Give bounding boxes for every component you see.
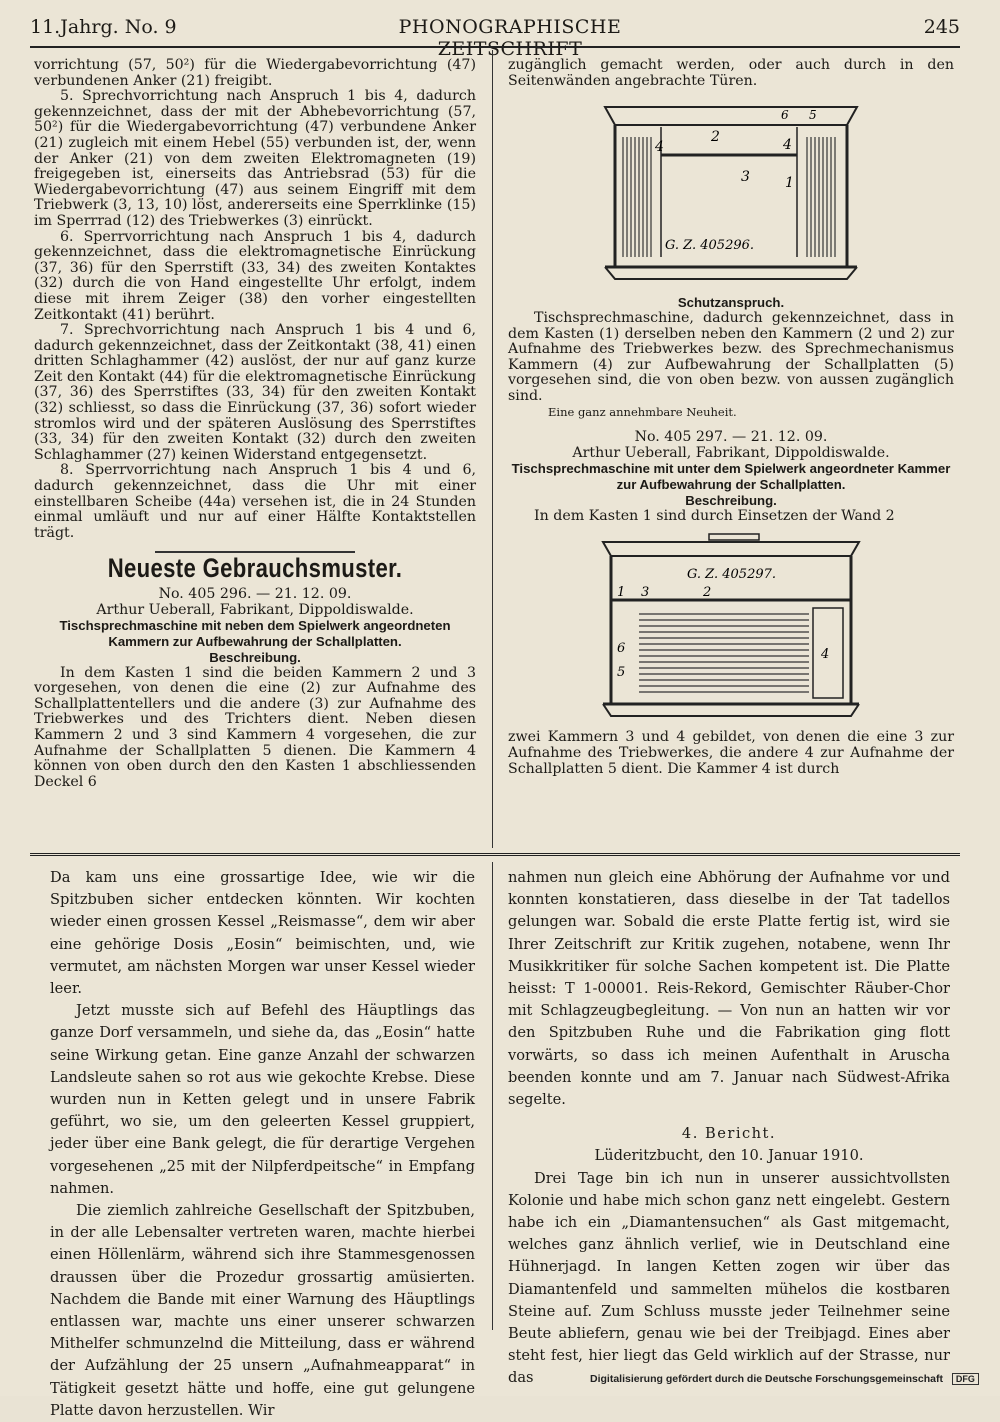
right-column-bottom: [508, 867, 950, 1390]
patent-2-title: Tischsprechmaschine mit unter dem Spielwerk angeordneter Kammer zur Aufbewahrung der Schallplatten.: [511, 461, 951, 493]
patent-2-desc-heading: Beschreibung.: [685, 492, 777, 508]
svg-text:5: 5: [617, 665, 626, 681]
patent-2-figure: [599, 532, 863, 722]
report-date: Lüderitzbucht, den 10. Januar 1910.: [594, 1147, 864, 1165]
svg-text:4: 4: [783, 137, 792, 154]
journal-title: PHONOGRAPHISCHE ZEITSCHRIFT: [398, 16, 622, 60]
header-rule: [30, 46, 960, 48]
claim-8: 8. Sperrvorrichtung nach Anspruch 1 bis 4 und 6, dadurch gekennzeichnet, dass die Uhr mit einer einstellbaren Scheibe (44a) versehen ist, die in 24 Stunden einmal umläuft und nur auf einer Hälfte Kontaktstellen trägt.: [34, 462, 476, 541]
patent-1-claim-heading: Schutzanspruch.: [677, 295, 785, 311]
patent-1-owner: Arthur Ueberall, Fabrikant, Dippoldiswalde.: [96, 601, 414, 618]
figure-2-label: G. Z. 405297.: [687, 567, 777, 583]
patent-2-owner: Arthur Ueberall, Fabrikant, Dippoldiswalde.: [572, 444, 890, 461]
svg-text:2: 2: [703, 585, 712, 601]
patent-1-figure: [601, 97, 861, 287]
story-paragraph-3: Die ziemlich zahlreiche Gesellschaft der Spitzbuben, in der alle Lebensalter vertreten waren, machte hierbei einen Höllenlärm, während sich ihre Stammesgenossen draussen über die Prozedur grossartig amüsierten. Nachdem die Bande mit einer Warnung des Häuptlings entlassen war, machte uns einer unserer schwarzen Mithelfer schmunzelnd die Mitteilung, dass er während der Aufzählung der 25 unsern „Aufnahmeapparat“ in Tätigkeit gesetzt hätte und hoffe, eine gut gelungene Platte davon herzustellen. Wir: [50, 1202, 475, 1419]
claim-6: 6. Sperrvorrichtung nach Anspruch 1 bis 4, dadurch gekennzeichnet, dass die elektromagnetische Einrückung (37, 36) für den Sperrstift (33, 34) des zweiten Kontaktes (32) durch die von Hand eingestellte Uhr erfolgt, indem diese mit ihrem Zeiger (38) den vorher eingestellten Zeitkontakt (41) berührt.: [34, 228, 476, 323]
dfg-logo: DFG: [952, 1373, 979, 1385]
cabinet-drawing-1: [601, 97, 861, 287]
svg-text:4: 4: [821, 647, 830, 663]
svg-text:1: 1: [617, 585, 626, 601]
patent-2-continuation: zwei Kammern 3 und 4 gebildet, von denen die eine 3 zur Aufnahme des Triebwerkes, die andere 4 zur Aufnahme der Schallplatten 5 dient. Die Kammer 4 ist durch: [508, 729, 954, 777]
report-heading: 4. Bericht.: [681, 1125, 777, 1143]
running-header: [30, 12, 960, 60]
svg-text:5: 5: [809, 108, 817, 123]
right-column-top: [508, 58, 954, 777]
story-paragraph-4: nahmen nun gleich eine Abhörung der Aufnahme vor und konnten konstatieren, dass dieselbe in der Tat tadellos gelungen war. Sobald die erste Platte fertig ist, wird sie Ihrer Zeitschrift zur Kritik zugehen, notabene, wenn Ihr Musikkritiker für solche Sachen kompetent ist. Die Platte heisst: T 1-00001. Reis-Rekord, Gemischter Räuber-Chor mit Schlagzeugbegleitung. — Von nun an hatten wir vor den Spitzbuben Ruhe und die Fabrikation ging flott vorwärts, so dass ich meinen Aufenthalt in Aruscha beenden konnte und am 7. Januar nach Südwest-Afrika segelte.: [508, 869, 950, 1109]
svg-text:6: 6: [617, 641, 626, 657]
patent-1-claim: Tischsprechmaschine, dadurch gekennzeichnet, dass in dem Kasten (1) derselben neben den Kammern (2 und 2) zur Aufnahme des Triebwerkes bezw. des Sprechmechanismus Kammern (4) zur Aufbewahrung der Schallplatten (5) vorgesehen sind, die von oben bezw. von aussen zugänglich sind.: [508, 309, 954, 404]
page-number: 245: [923, 16, 960, 38]
patent-1-continuation: zugänglich gemacht werden, oder auch durch in den Seitenwänden angebrachte Türen.: [508, 57, 954, 89]
section-title: Neueste Gebrauchsmuster.: [107, 553, 403, 584]
svg-text:3: 3: [641, 585, 650, 601]
cabinet-drawing-2: [599, 532, 863, 722]
column-divider-bottom: [492, 862, 493, 1330]
patent-2-number: No. 405 297. — 21. 12. 09.: [634, 429, 828, 446]
svg-text:3: 3: [741, 169, 750, 186]
story-paragraph-2: Jetzt musste sich auf Befehl des Häuptlings das ganze Dorf versammeln, und siehe da, das „Eosin“ hatte seine Wirkung getan. Eine ganze Anzahl der schwarzen Landsleute sahen so rot aus wie gekochte Krebse. Diese wurden nun in Ketten gelegt und in unsere Fabrik geführt, wo sie, um den geleerten Kessel gruppiert, jeder über eine Bank gelegt, die für derartige Vergehen vorgesehenen „25 mit der Nilpferdpeitsche“ in Empfang nahmen.: [50, 1002, 475, 1197]
editor-remark: Eine ganz annehmbare Neuheit.: [548, 404, 737, 419]
double-rule: [30, 853, 960, 856]
volume-issue: 11.Jahrg. No. 9: [30, 16, 177, 38]
patent-2-description: In dem Kasten 1 sind durch Einsetzen der Wand 2: [534, 507, 895, 524]
patent-1-desc-heading: Beschreibung.: [209, 649, 301, 665]
figure-1-label: G. Z. 405296.: [665, 238, 755, 254]
report-paragraph: Drei Tage bin ich nun in unserer aussichtvollsten Kolonie und habe mich schon ganz nett eingelebt. Gestern habe ich ein „Diamantensuchen“ als Gast mitgemacht, welches ganz ähnlich verlief, wie in Deutschland eine Hühnerjagd. In langen Ketten zogen wir über das Diamantenfeld und sammelten mühelos die kostbaren Steine auf. Zum Schluss musste jeder Teilnehmer seine Beute abliefern, genau wie bei der Treibjagd. Eines aber steht fest, hier liegt das Geld wirklich auf der Strasse, nur das: [508, 1169, 950, 1387]
left-column-top: [34, 58, 476, 790]
svg-text:6: 6: [781, 108, 789, 123]
patent-1-description: In dem Kasten 1 sind die beiden Kammern 2 und 3 vorgesehen, von denen die eine (2) zur Aufnahme des Schallplattentellers und die andere (3) zur Aufnahme des Triebwerkes und des Trichters dient. Neben diesen Kammern 2 und 3 sind Kammern 4 vorgesehen, die zur Aufnahme der Schallplatten 5 dienen. Die Kammern 4 können von oben durch den den Kasten 1 abschliessenden Deckel 6: [34, 664, 476, 790]
patent-1-number: No. 405 296. — 21. 12. 09.: [158, 586, 352, 602]
credit-text: Digitalisierung gefördert durch die Deutsche Forschungsgemeinschaft: [590, 1373, 943, 1385]
svg-text:4: 4: [655, 139, 664, 156]
left-column-bottom: [50, 867, 475, 1422]
column-divider-top: [492, 50, 493, 848]
svg-text:1: 1: [785, 175, 794, 192]
digitization-credit: [590, 1373, 979, 1385]
svg-text:2: 2: [711, 129, 720, 146]
patent-1-title: Tischsprechmaschine mit neben dem Spielwerk angeordneten Kammern zur Aufbewahrung der Schallplatten.: [59, 618, 451, 649]
story-paragraph-1: Da kam uns eine grossartige Idee, wie wir die Spitzbuben sicher entdecken könnten. Wir kochten wieder einen grossen Kessel „Reismasse“, dem wir aber eine gehörige Dosis „Eosin“ beimischten, und, wie vermutet, am nächsten Morgen war unser Kessel wieder leer.: [50, 869, 475, 998]
claim-continuation: vorrichtung (57, 50²) für die Wiedergabevorrichtung (47) verbundenen Anker (21) freigibt.: [34, 57, 476, 89]
claim-5: 5. Sprechvorrichtung nach Anspruch 1 bis 4, dadurch gekennzeichnet, dass der mit der Abhebevorrichtung (57, 50²) für die Wiedergabevorrichtung (47) verbundene Anker (21) zugleich mit einem Hebel (55) verbunden ist, der, wenn der Anker (21) von dem zweiten Elektromagneten (19) freigegeben ist, einerseits das Antriebsrad (53) für die Wiedergabevorrichtung (47) aus seinem Eingriff mit dem Triebwerk (3, 13, 10) löst, andererseits eine Sperrklinke (15) im Sperrrad (12) des Triebwerkes (3) einrückt.: [34, 88, 476, 229]
claim-7: 7. Sprechvorrichtung nach Anspruch 1 bis 4 und 6, dadurch gekennzeichnet, dass der Zeitkontakt (38, 41) einen dritten Schlaghammer (42) auslöst, der nur auf ganz kurze Zeit den Kontakt (44) für die elektromagnetische Einrückung (37, 36) des Sperrstiftes (33, 34) für den zweiten Kontakt (32) schliesst, so dass die Einrückung (37, 36) sofort wieder stromlos wird und der späteren Auslösung des Sperrstiftes (33, 34) für den zweiten Kontakt (32) durch den zweiten Schlaghammer (27) keinen Widerstand entgegensetzt.: [34, 322, 476, 463]
